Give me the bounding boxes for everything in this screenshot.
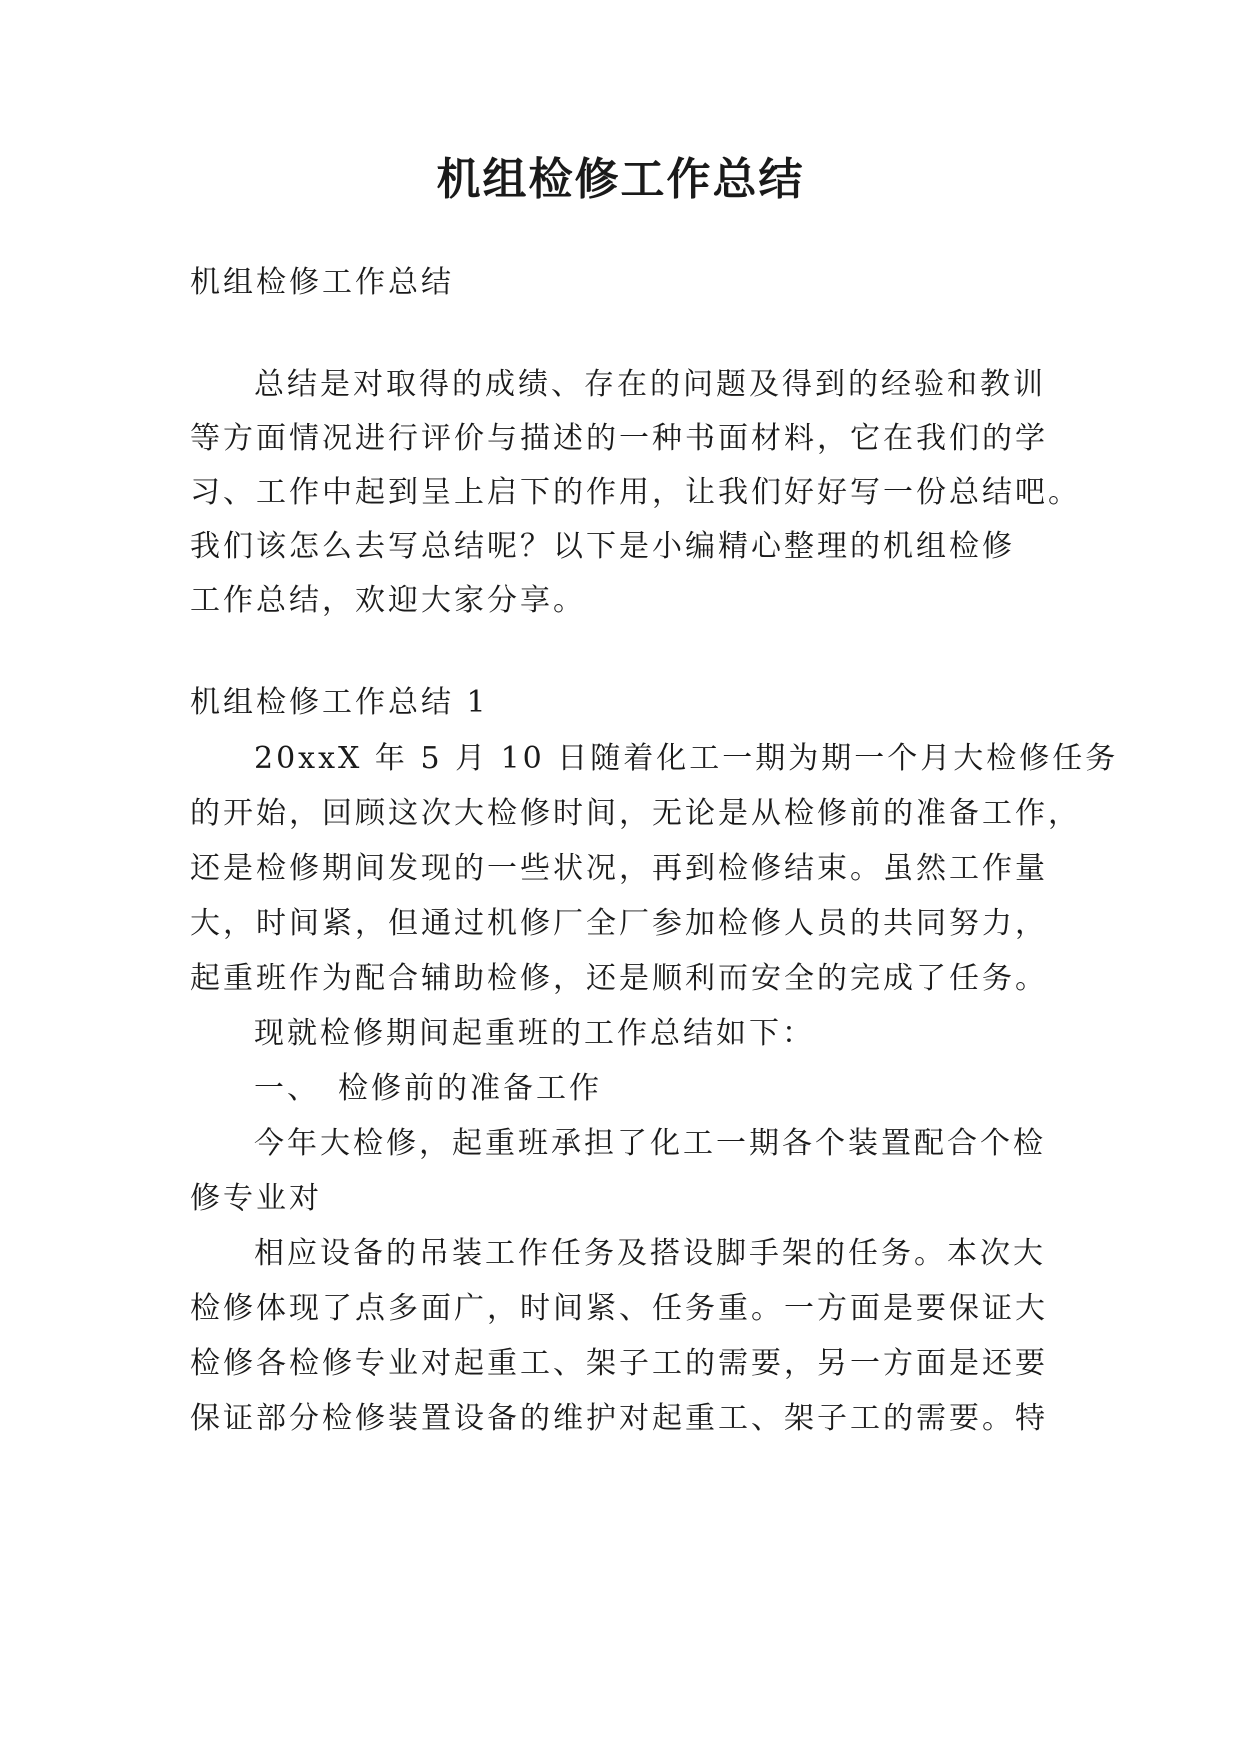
paragraph-line: 检修体现了点多面广，时间紧、任务重。一方面是要保证大 [190,1291,1048,1326]
paragraph-line: 起重班作为配合辅助检修，还是顺利而安全的完成了任务。 [190,961,1048,996]
intro-line-2: 等方面情况进行评价与描述的一种书面材料，它在我们的学 [190,421,1048,456]
paragraph-line: 现就检修期间起重班的工作总结如下： [254,1016,815,1051]
intro-line-3: 习、工作中起到呈上启下的作用，让我们好好写一份总结吧。 [190,475,1081,510]
paragraph-line: 大，时间紧，但通过机修厂全厂参加检修人员的共同努力， [190,906,1048,941]
paragraph-line: 今年大检修，起重班承担了化工一期各个装置配合个检 [254,1126,1046,1161]
document-subtitle: 机组检修工作总结 [190,265,454,300]
paragraph-line: 还是检修期间发现的一些状况，再到检修结束。虽然工作量 [190,851,1048,886]
paragraph-line: 相应设备的吊装工作任务及搭设脚手架的任务。本次大 [254,1236,1046,1271]
paragraph-line: 的开始，回顾这次大检修时间，无论是从检修前的准备工作， [190,796,1081,831]
document-title: 机组检修工作总结 [436,154,805,205]
intro-line-4: 我们该怎么去写总结呢？以下是小编精心整理的机组检修 [190,529,1015,564]
paragraph-line: 20xxX 年 5 月 10 日随着化工一期为期一个月大检修任务 [254,741,1119,776]
intro-line-5: 工作总结，欢迎大家分享。 [190,583,586,618]
paragraph-line: 修专业对 [190,1181,322,1216]
intro-line-1: 总结是对取得的成绩、存在的问题及得到的经验和教训 [254,367,1046,402]
paragraph-line: 检修各检修专业对起重工、架子工的需要，另一方面是还要 [190,1346,1048,1381]
section-heading-1: 机组检修工作总结 1 [190,685,489,720]
paragraph-line: 保证部分检修装置设备的维护对起重工、架子工的需要。特 [190,1401,1048,1436]
list-item-text: 检修前的准备工作 [338,1071,602,1106]
list-item-1 [254,1069,602,1109]
list-item-number: 一、 [254,1071,320,1106]
